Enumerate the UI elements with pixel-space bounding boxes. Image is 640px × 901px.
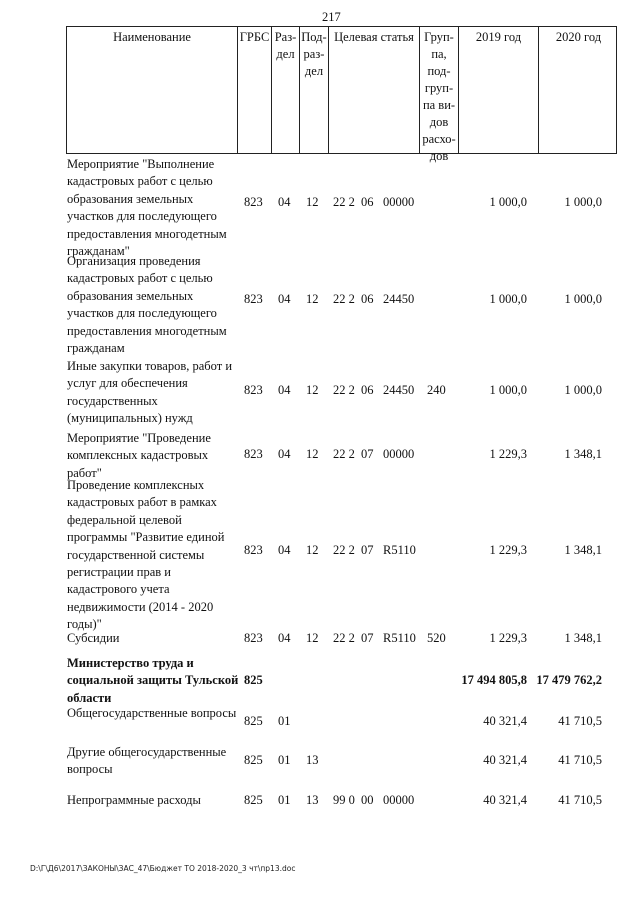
- header-2019: 2019 год: [459, 27, 539, 153]
- row-podrazdel: 13: [306, 793, 319, 807]
- row-podrazdel: 13: [306, 753, 319, 767]
- row-razdel: 04: [278, 543, 291, 557]
- row-2020: 1 000,0: [564, 292, 602, 306]
- row-2019: 1 229,3: [489, 631, 527, 645]
- row-target-sub: 07: [361, 543, 374, 557]
- row-target-sub: 07: [361, 631, 374, 645]
- row-2019: 1 000,0: [489, 292, 527, 306]
- row-2020: 41 710,5: [558, 793, 602, 807]
- header-name: Наименование: [67, 27, 238, 153]
- row-podrazdel: 12: [306, 447, 319, 461]
- row-grbs: 823: [244, 383, 263, 397]
- row-2020: 1 348,1: [564, 543, 602, 557]
- row-2019: 17 494 805,8: [461, 673, 527, 687]
- row-razdel: 04: [278, 195, 291, 209]
- row-2019: 1 229,3: [489, 447, 527, 461]
- row-grbs: 825: [244, 714, 263, 728]
- row-name: Иные закупки товаров, работ и услуг для обеспечения государственных (муниципальных) нужд: [67, 359, 233, 426]
- row-name: Организация проведения кадастровых работ с целью образования земельных участков для последующего предоставления многодетным гражданам: [67, 254, 227, 356]
- row-2020: 17 479 762,2: [536, 673, 602, 687]
- row-name: Непрограммные расходы: [67, 793, 201, 807]
- row-target-sub: 00: [361, 793, 374, 807]
- row-podrazdel: 12: [306, 195, 319, 209]
- row-2019: 1 229,3: [489, 543, 527, 557]
- header-2020: 2020 год: [555, 30, 602, 44]
- row-razdel: 01: [278, 714, 291, 728]
- row-target-code: 00000: [383, 793, 415, 807]
- row-name: Субсидии: [67, 631, 120, 645]
- row-target-sub: 06: [361, 292, 374, 306]
- row-name: Министерство труда и социальной защиты Тульской области: [67, 656, 239, 705]
- row-podrazdel: 12: [306, 383, 319, 397]
- row-2020: 41 710,5: [558, 714, 602, 728]
- row-podrazdel: 12: [306, 543, 319, 557]
- file-path-footer: D:\Г\Д6\2017\ЗАКОНЫ\ЗАС_47\Бюджет ТО 2018-2020_3 чт\пр13.doc: [30, 864, 296, 873]
- row-target-program: 22 2: [333, 543, 355, 557]
- row-podrazdel: 12: [306, 292, 319, 306]
- row-2020: 41 710,5: [558, 753, 602, 767]
- header-grbs: ГРБС: [238, 27, 272, 153]
- row-target-program: 22 2: [333, 447, 355, 461]
- row-2020: 1 348,1: [564, 631, 602, 645]
- row-name: Проведение комплексных кадастровых работ в рамках федеральной целевой программы "Развитие единой государственной системы регистрации прав и кадастрового учета недвижимости (2014 - 2020 годы)": [67, 478, 225, 632]
- row-grbs: 825: [244, 673, 263, 687]
- row-grbs: 825: [244, 753, 263, 767]
- row-2019: 1 000,0: [489, 195, 527, 209]
- row-target-code: R5110: [383, 543, 416, 557]
- row-razdel: 04: [278, 383, 291, 397]
- row-2020: 1 000,0: [564, 383, 602, 397]
- row-grbs: 825: [244, 793, 263, 807]
- row-name: Другие общегосударственные вопросы: [67, 745, 227, 777]
- row-target-code: 00000: [383, 195, 415, 209]
- header-razdel: Раз- дел: [272, 27, 300, 153]
- row-grbs: 823: [244, 195, 263, 209]
- row-target-code: 24450: [383, 383, 415, 397]
- row-grbs: 823: [244, 447, 263, 461]
- row-target-program: 22 2: [333, 292, 355, 306]
- row-target-sub: 06: [361, 195, 374, 209]
- row-grbs: 823: [244, 543, 263, 557]
- header-target: Целевая статья: [329, 27, 420, 153]
- row-target-program: 22 2: [333, 383, 355, 397]
- row-name: Общегосударственные вопросы: [67, 706, 237, 720]
- row-target-code: 00000: [383, 447, 415, 461]
- row-target-sub: 07: [361, 447, 374, 461]
- row-razdel: 04: [278, 292, 291, 306]
- row-target-program: 22 2: [333, 631, 355, 645]
- row-2019: 40 321,4: [483, 793, 527, 807]
- row-2019: 40 321,4: [483, 753, 527, 767]
- page-number: 217: [322, 10, 341, 24]
- table-header: [66, 26, 617, 163]
- row-podrazdel: 12: [306, 631, 319, 645]
- row-target-sub: 06: [361, 383, 374, 397]
- row-target-program: 99 0: [333, 793, 355, 807]
- row-name: Мероприятие "Проведение комплексных кадастровых работ": [67, 431, 211, 480]
- row-target-code: 24450: [383, 292, 415, 306]
- row-target-code: R5110: [383, 631, 416, 645]
- row-name: Мероприятие "Выполнение кадастровых работ с целью образования земельных участков для последующего предоставления многодетным гражданам": [67, 157, 227, 259]
- row-razdel: 01: [278, 753, 291, 767]
- row-grbs: 823: [244, 631, 263, 645]
- row-2019: 40 321,4: [483, 714, 527, 728]
- row-group: 520: [427, 631, 446, 645]
- header-group: Груп- па, под- груп- па ви- дов расхо- дов: [420, 27, 459, 153]
- row-grbs: 823: [244, 292, 263, 306]
- row-razdel: 04: [278, 631, 291, 645]
- header-podrazdel: Под- раз- дел: [300, 27, 329, 153]
- row-2019: 1 000,0: [489, 383, 527, 397]
- row-razdel: 04: [278, 447, 291, 461]
- row-2020: 1 348,1: [564, 447, 602, 461]
- row-razdel: 01: [278, 793, 291, 807]
- row-group: 240: [427, 383, 446, 397]
- row-2020: 1 000,0: [564, 195, 602, 209]
- row-target-program: 22 2: [333, 195, 355, 209]
